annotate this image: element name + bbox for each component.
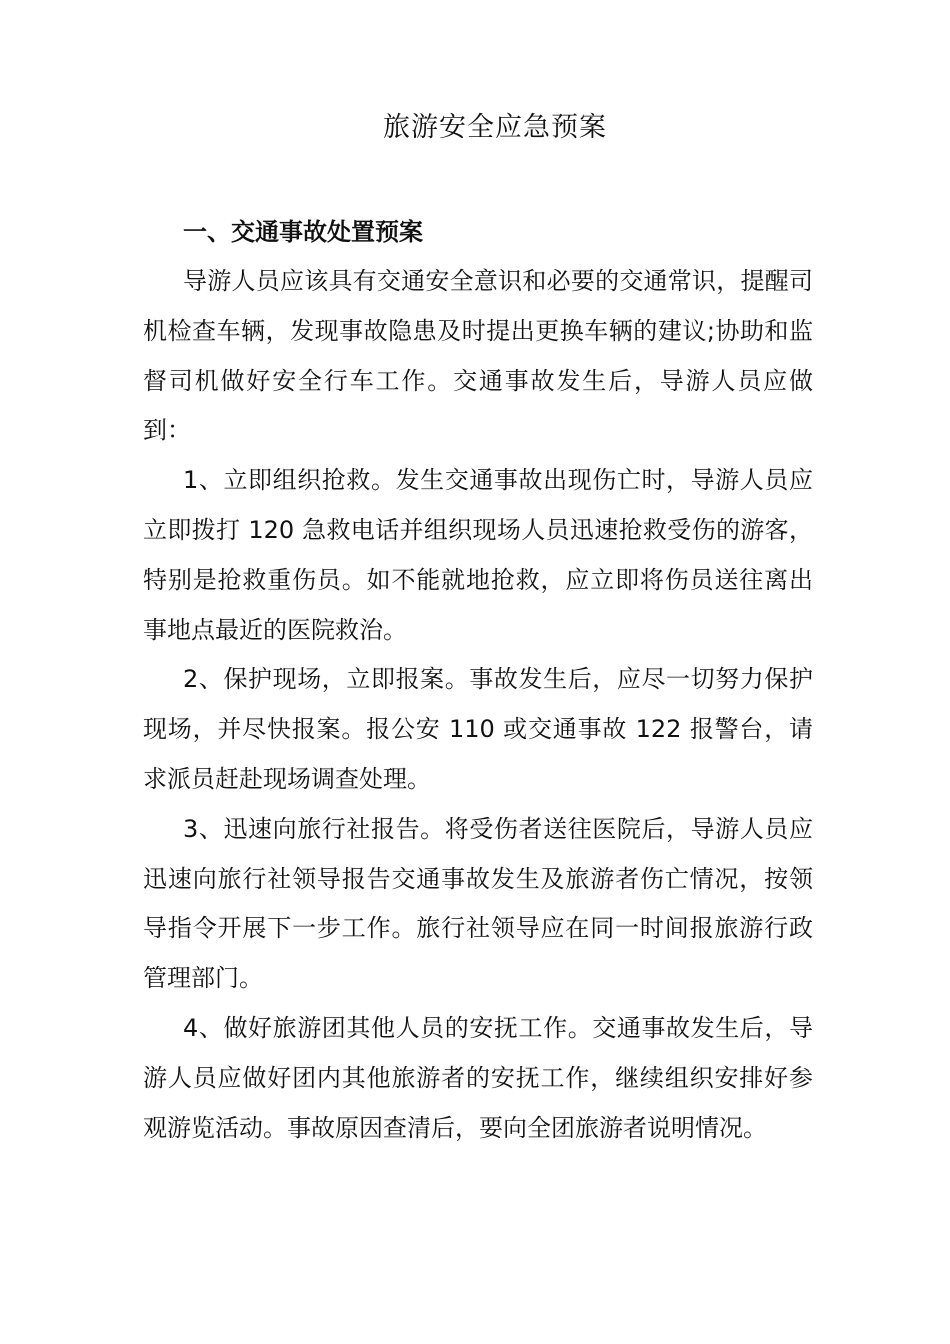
list-item-2: 2、保护现场，立即报案。事故发生后，应尽一切努力保护现场，并尽快报案。报公安 110 或交通事故 122 报警台，请求派员赶赴现场调查处理。	[143, 665, 813, 793]
document-body	[143, 207, 813, 1153]
list-item-4: 4、做好旅游团其他人员的安抚工作。交通事故发生后，导游人员应做好团内其他旅游者的安抚工作，继续组织安排好参观游览活动。事故原因查清后，要向全团旅游者说明情况。	[143, 1013, 813, 1142]
intro-paragraph: 导游人员应该具有交通安全意识和必要的交通常识，提醒司机检查车辆，发现事故隐患及时提出更换车辆的建议;协助和监督司机做好安全行车工作。交通事故发生后，导游人员应做到：	[143, 267, 813, 445]
list-item-1: 1、立即组织抢救。发生交通事故出现伤亡时，导游人员应立即拨打 120 急救电话并组织现场人员迅速抢救受伤的游客，特别是抢救重伤员。如不能就地抢救，应立即将伤员送往离出事地点最近的医院救治。	[143, 466, 813, 644]
section-heading: 一、交通事故处置预案	[183, 218, 423, 246]
list-item-3: 3、迅速向旅行社报告。将受伤者送往医院后，导游人员应迅速向旅行社领导报告交通事故发生及旅游者伤亡情况，按领导指令开展下一步工作。旅行社领导应在同一时间报旅游行政管理部门。	[143, 814, 813, 993]
document-title: 旅游安全应急预案	[383, 112, 607, 143]
